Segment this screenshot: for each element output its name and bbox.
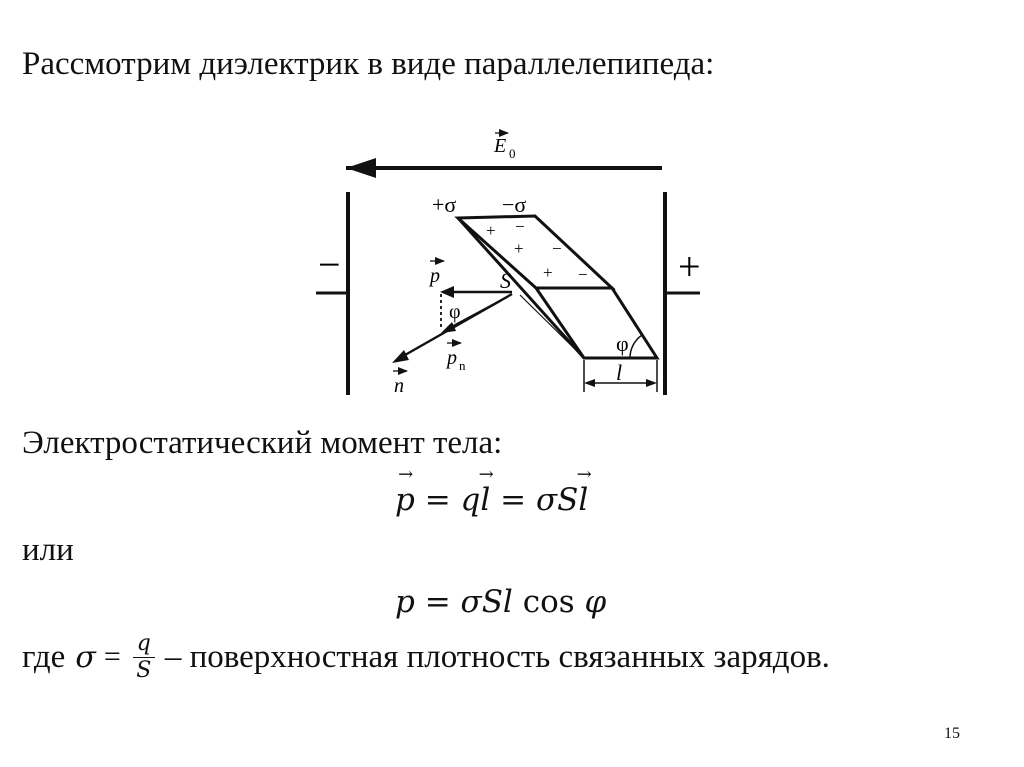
angle-label-right: φ bbox=[616, 331, 629, 356]
or-text: или bbox=[22, 532, 74, 568]
eq2-cos: cos bbox=[522, 584, 575, 620]
eq1-equals-a: = bbox=[414, 482, 461, 518]
eq2-lhs: p = σSl bbox=[395, 584, 523, 620]
field-label: E bbox=[494, 135, 507, 157]
where-suffix: – поверхностная плотность связанных зарядов. bbox=[164, 638, 830, 675]
q-over-s-fraction bbox=[133, 631, 155, 684]
eq1-l1: → l bbox=[480, 482, 490, 518]
eq1-sigma-s: σS bbox=[536, 482, 579, 518]
left-plate-sign: − bbox=[318, 242, 341, 287]
svg-text:−: − bbox=[515, 217, 525, 236]
fraction-denominator: S bbox=[136, 657, 152, 683]
right-plate-sign: + bbox=[678, 244, 701, 289]
where-equals: = bbox=[103, 640, 121, 673]
pn-label: p bbox=[447, 347, 457, 369]
where-prefix: где bbox=[22, 638, 66, 675]
equation-moment-vector bbox=[395, 482, 588, 518]
plus-sigma-label: +σ bbox=[432, 192, 457, 217]
moment-text: Электростатический момент тела: bbox=[22, 425, 503, 461]
normal-label: n bbox=[394, 375, 404, 397]
sigma-definition bbox=[22, 622, 830, 692]
field-arrow bbox=[346, 158, 662, 178]
angle-label-left: φ bbox=[449, 301, 461, 323]
eq1-l2: → l bbox=[578, 482, 588, 518]
equation-moment-scalar bbox=[395, 584, 606, 620]
eq1-q: q bbox=[460, 482, 481, 518]
eq1-p: → p bbox=[395, 482, 415, 518]
field-label-subscript: 0 bbox=[509, 146, 516, 161]
svg-text:+: + bbox=[486, 221, 496, 240]
eq2-phi: φ bbox=[574, 584, 607, 620]
svg-text:+: + bbox=[543, 263, 553, 282]
svg-text:+: + bbox=[514, 239, 524, 258]
surface-label: S bbox=[500, 268, 511, 293]
length-label: l bbox=[616, 360, 623, 385]
minus-sigma-label: −σ bbox=[502, 192, 527, 217]
eq1-equals-b: = bbox=[490, 482, 537, 518]
pn-label-subscript: n bbox=[459, 358, 466, 373]
svg-text:−: − bbox=[552, 239, 562, 258]
dipole-label: p bbox=[430, 265, 440, 287]
section-diagonal bbox=[520, 295, 584, 358]
where-sigma: σ bbox=[75, 639, 96, 675]
page-number: 15 bbox=[944, 725, 960, 742]
slide-heading: Рассмотрим диэлектрик в виде параллелепипеда: bbox=[22, 46, 715, 82]
svg-text:−: − bbox=[578, 265, 588, 284]
fraction-numerator: q bbox=[133, 631, 155, 658]
